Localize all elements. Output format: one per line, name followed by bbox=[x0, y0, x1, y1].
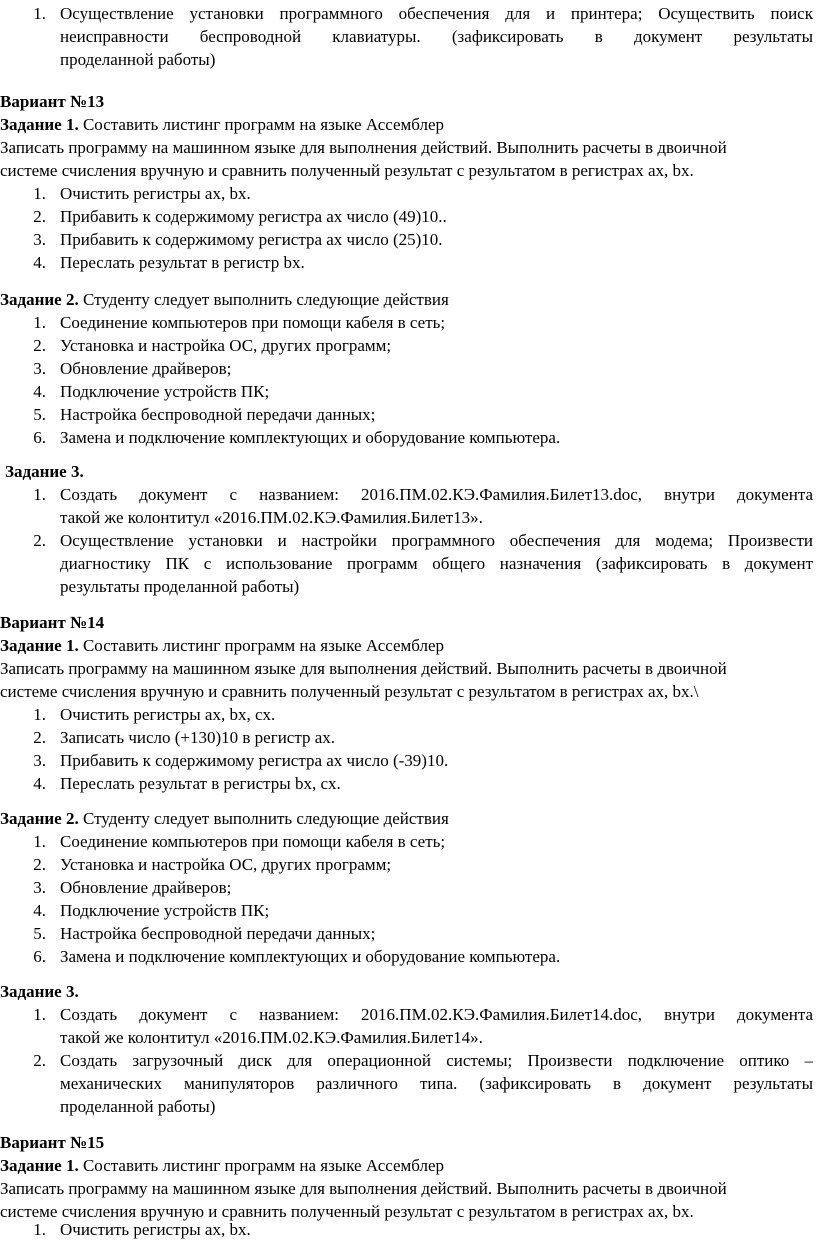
list-number: 3. bbox=[33, 230, 46, 249]
list-number: 1. bbox=[33, 705, 46, 724]
list-number: 4. bbox=[33, 382, 46, 401]
task-heading bbox=[0, 113, 444, 136]
list-number: 1. bbox=[33, 485, 46, 504]
list-number: 2. bbox=[33, 1051, 46, 1070]
list-item-text: диагностику ПК с использование программ общего назначения (зафиксировать в документ bbox=[60, 554, 813, 573]
list-item-text: такой же колонтитул «2016.ПМ.02.КЭ.Фамилия.Билет13». bbox=[60, 508, 483, 527]
task-heading bbox=[0, 288, 449, 311]
list-item-text: Переслать результат в регистры bx, cx. bbox=[60, 774, 341, 793]
task-description: системе счисления вручную и сравнить полученный результат с результатом в регистрах ax, bx.\ bbox=[0, 682, 699, 701]
task-label: Задание 3. bbox=[0, 982, 79, 1001]
list-item-text: Осуществление установки программного обеспечения для и принтера; Осуществить поиск bbox=[60, 4, 813, 23]
list-item-text: Прибавить к содержимому регистра ax число (25)10. bbox=[60, 230, 443, 249]
list-number: 1. bbox=[33, 1220, 46, 1239]
list-number: 1. bbox=[33, 313, 46, 332]
task-description: системе счисления вручную и сравнить полученный результат с результатом в регистрах ax, bx. bbox=[0, 161, 694, 180]
list-item-text: Создать документ с названием: 2016.ПМ.02.КЭ.Фамилия.Билет14.doc, внутри документа bbox=[60, 1005, 813, 1024]
list-item-text: Создать загрузочный диск для операционной системы; Произвести подключение оптико – bbox=[60, 1051, 813, 1070]
list-number: 3. bbox=[33, 878, 46, 897]
list-number: 4. bbox=[33, 901, 46, 920]
list-number: 4. bbox=[33, 774, 46, 793]
task-text: Составить листинг программ на языке Ассемблер bbox=[78, 636, 445, 655]
task-text: Составить листинг программ на языке Ассемблер bbox=[78, 115, 445, 134]
task-label: Задание 1. bbox=[0, 636, 79, 655]
task-heading bbox=[0, 634, 444, 657]
list-item-text: Осуществление установки и настройки программного обеспечения для модема; Произвести bbox=[60, 531, 813, 550]
list-item-text: Установка и настройка ОС, других программ; bbox=[60, 336, 392, 355]
list-number: 6. bbox=[33, 947, 46, 966]
list-item-text: Обновление драйверов; bbox=[60, 359, 232, 378]
list-item-text: Замена и подключение комплектующих и оборудование компьютера. bbox=[60, 947, 561, 966]
task-label: Задание 2. bbox=[0, 809, 79, 828]
task-description: Записать программу на машинном языке для выполнения действий. Выполнить расчеты в двоичной bbox=[0, 138, 727, 157]
task-label: Задание 1. bbox=[0, 115, 79, 134]
list-item-text: Установка и настройка ОС, других программ; bbox=[60, 855, 392, 874]
list-item-text: результаты проделанной работы) bbox=[60, 577, 300, 596]
task-text: Студенту следует выполнить следующие действия bbox=[78, 290, 449, 309]
list-item-text: Очистить регистры ax, bx. bbox=[60, 1220, 251, 1239]
task-label: Задание 1. bbox=[0, 1156, 79, 1175]
list-item-text: Замена и подключение комплектующих и оборудование компьютера. bbox=[60, 428, 561, 447]
list-item-text: Соединение компьютеров при помощи кабеля в сеть; bbox=[60, 313, 446, 332]
list-number: 6. bbox=[33, 428, 46, 447]
list-number: 4. bbox=[33, 253, 46, 272]
list-item-text: Очистить регистры ax, bx. bbox=[60, 184, 251, 203]
list-number: 1. bbox=[33, 184, 46, 203]
task-heading bbox=[0, 1154, 444, 1177]
list-number: 1. bbox=[33, 4, 46, 23]
task-label: Задание 2. bbox=[0, 290, 79, 309]
list-item-text: Очистить регистры ax, bx, cx. bbox=[60, 705, 276, 724]
list-number: 2. bbox=[33, 207, 46, 226]
list-item-text: Записать число (+130)10 в регистр ax. bbox=[60, 728, 336, 747]
list-number: 5. bbox=[33, 405, 46, 424]
list-item-text: Подключение устройств ПК; bbox=[60, 382, 270, 401]
list-number: 2. bbox=[33, 336, 46, 355]
list-number: 3. bbox=[33, 359, 46, 378]
task-label: Задание 3. bbox=[5, 462, 84, 481]
list-item-text: Обновление драйверов; bbox=[60, 878, 232, 897]
variant-title: Вариант №15 bbox=[0, 1133, 105, 1152]
list-number: 1. bbox=[33, 832, 46, 851]
task-description: системе счисления вручную и сравнить полученный результат с результатом в регистрах ax, bx. bbox=[0, 1202, 694, 1221]
list-number: 5. bbox=[33, 924, 46, 943]
task-description: Записать программу на машинном языке для выполнения действий. Выполнить расчеты в двоичной bbox=[0, 659, 727, 678]
list-item-text: такой же колонтитул «2016.ПМ.02.КЭ.Фамилия.Билет14». bbox=[60, 1028, 483, 1047]
list-item-text: Переслать результат в регистр bx. bbox=[60, 253, 305, 272]
list-number: 1. bbox=[33, 1005, 46, 1024]
variant-title: Вариант №13 bbox=[0, 92, 105, 111]
list-item-text: проделанной работы) bbox=[60, 1097, 216, 1116]
list-item-text: Настройка беспроводной передачи данных; bbox=[60, 924, 376, 943]
list-item-text: Настройка беспроводной передачи данных; bbox=[60, 405, 376, 424]
list-item-text: Подключение устройств ПК; bbox=[60, 901, 270, 920]
list-item-text: механических манипуляторов различного типа. (зафиксировать в документ результаты bbox=[60, 1074, 813, 1093]
task-heading bbox=[0, 807, 449, 830]
list-item-text: Соединение компьютеров при помощи кабеля в сеть; bbox=[60, 832, 446, 851]
variant-title: Вариант №14 bbox=[0, 613, 105, 632]
list-number: 2. bbox=[33, 531, 46, 550]
list-item-text: проделанной работы) bbox=[60, 50, 216, 69]
task-text: Студенту следует выполнить следующие действия bbox=[78, 809, 449, 828]
list-number: 3. bbox=[33, 751, 46, 770]
list-number: 2. bbox=[33, 728, 46, 747]
list-number: 2. bbox=[33, 855, 46, 874]
list-item-text: неисправности беспроводной клавиатуры. (зафиксировать в документ результаты bbox=[60, 27, 813, 46]
list-item-text: Прибавить к содержимому регистра ax число (49)10.. bbox=[60, 207, 447, 226]
task-text: Составить листинг программ на языке Ассемблер bbox=[78, 1156, 445, 1175]
list-item-text: Создать документ с названием: 2016.ПМ.02.КЭ.Фамилия.Билет13.doc, внутри документа bbox=[60, 485, 813, 504]
list-item-text: Прибавить к содержимому регистра ax число (-39)10. bbox=[60, 751, 449, 770]
task-description: Записать программу на машинном языке для выполнения действий. Выполнить расчеты в двоичной bbox=[0, 1179, 727, 1198]
